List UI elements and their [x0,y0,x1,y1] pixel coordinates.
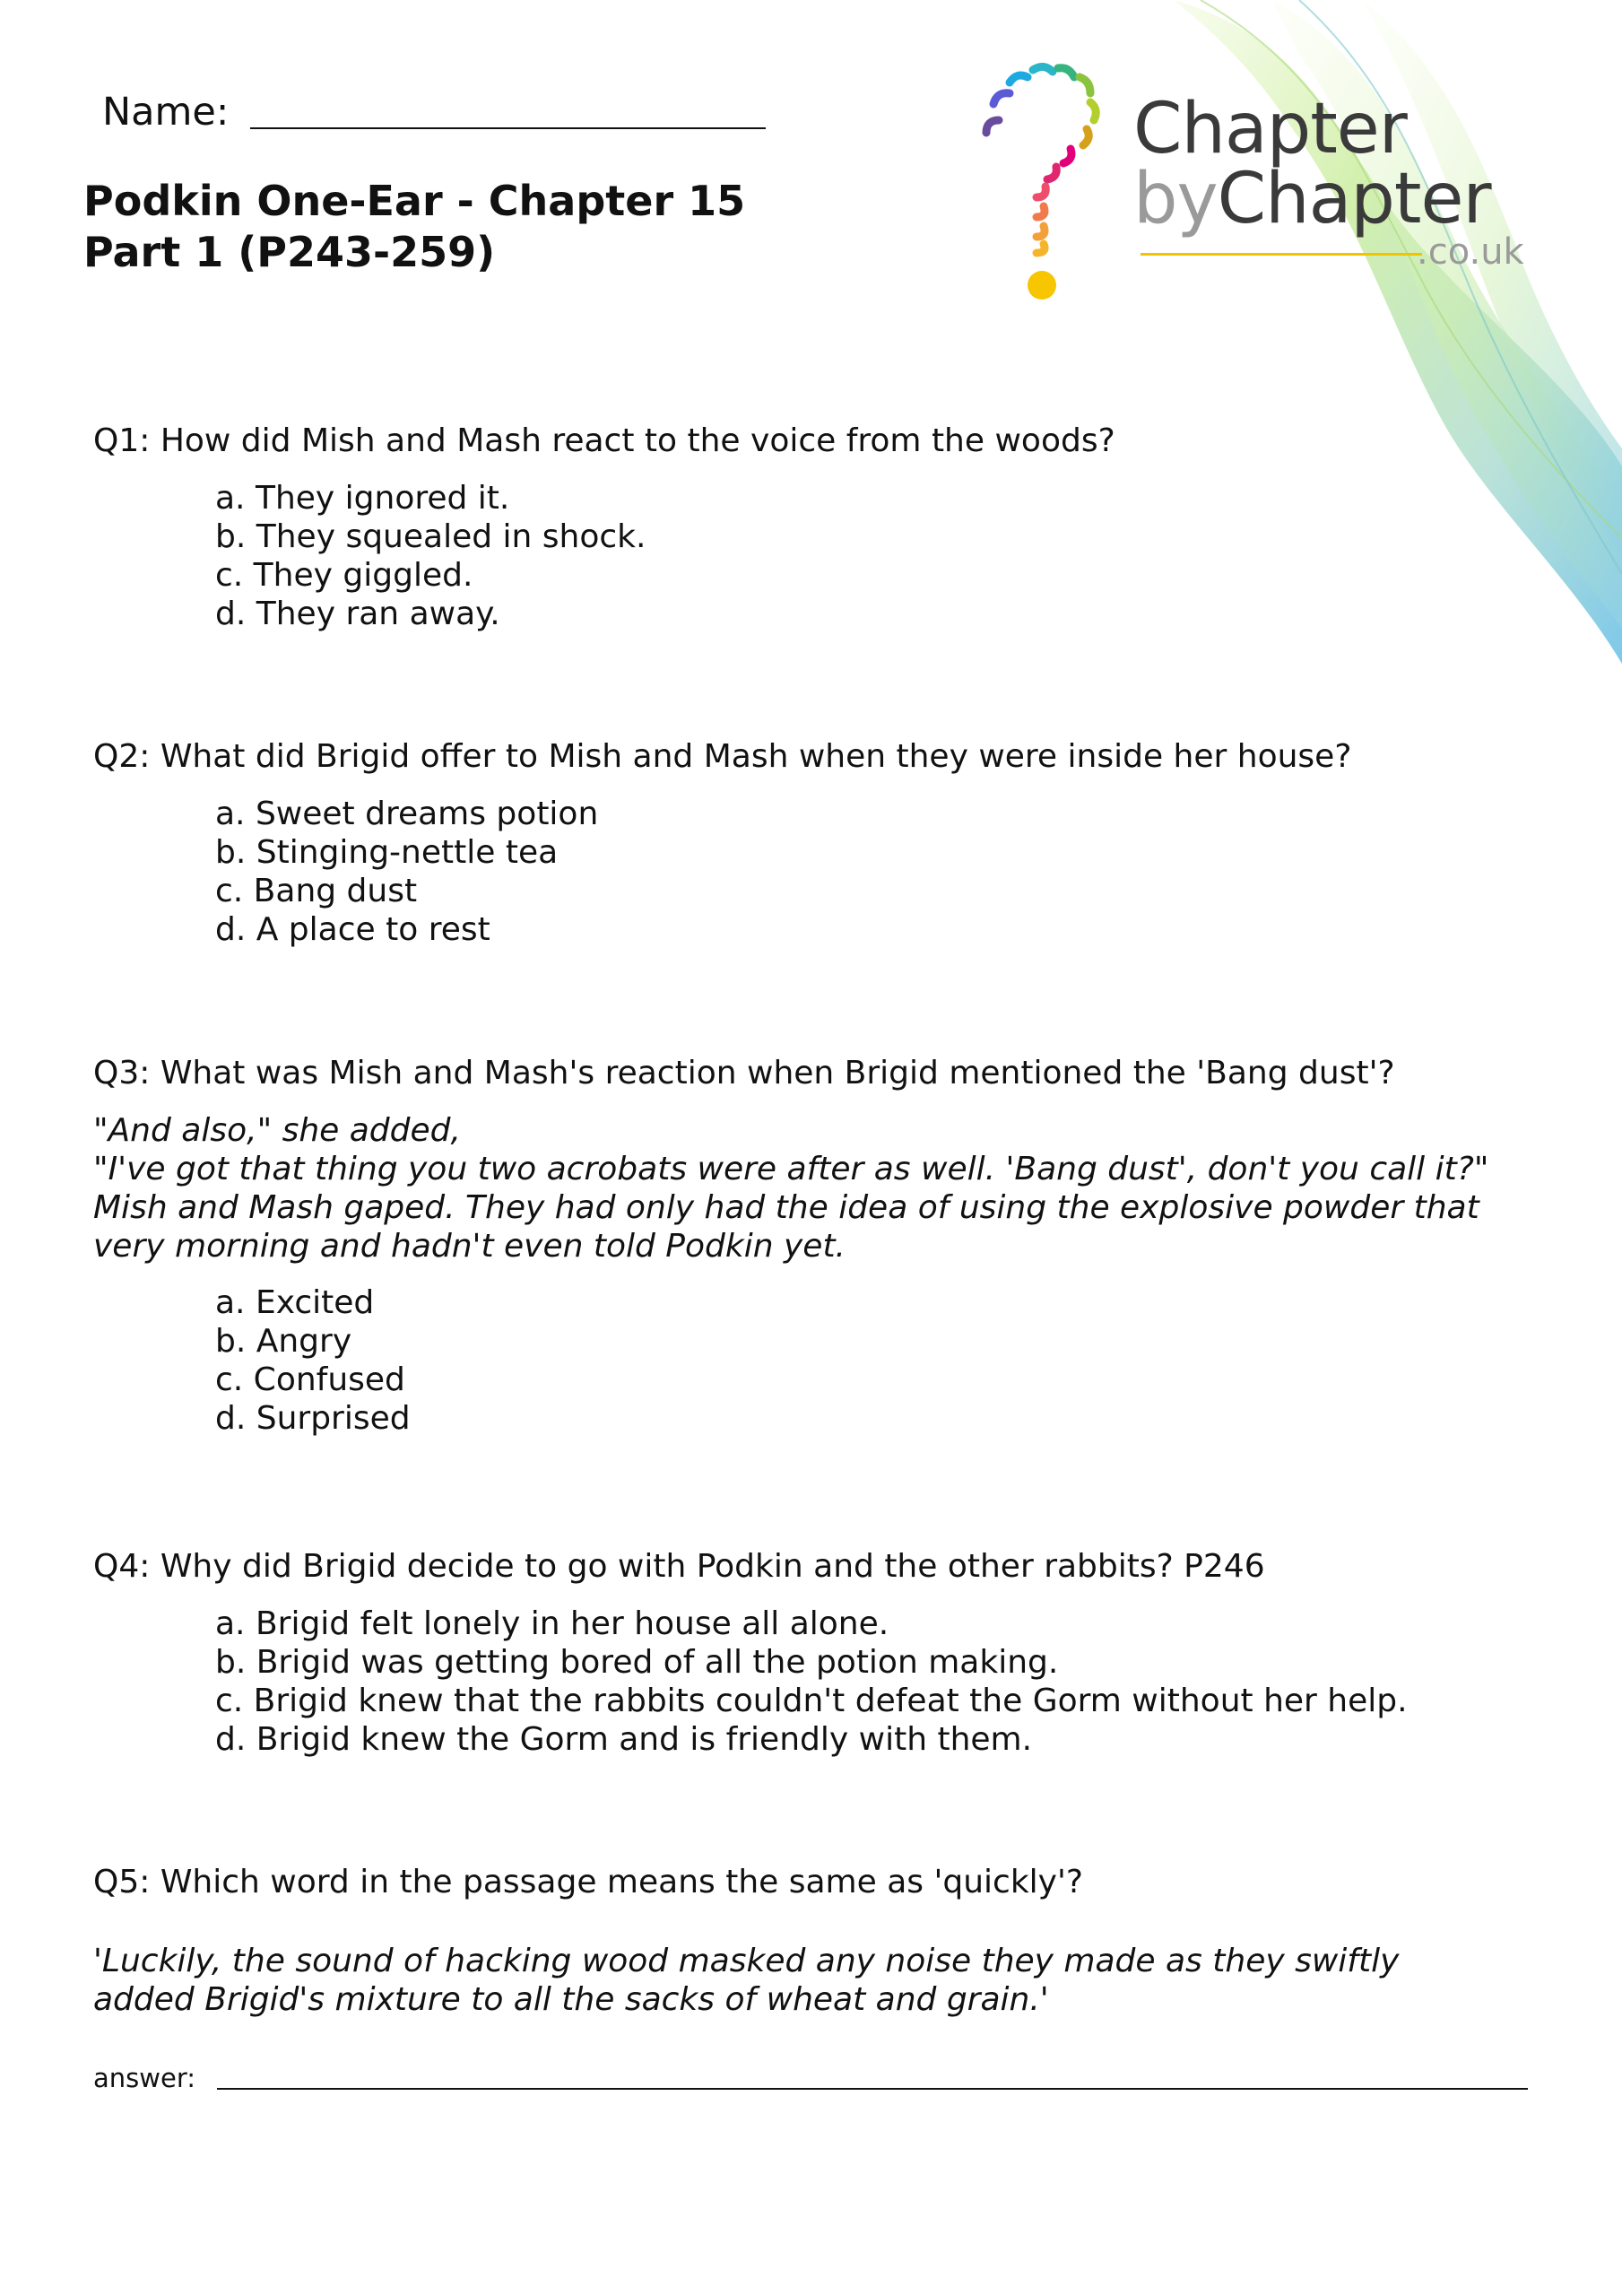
options-list [215,1283,1546,1438]
option-d[interactable]: d. A place to rest [215,911,490,948]
option-b[interactable]: b. Angry [215,1323,352,1360]
logo-word-chapter: Chapter [1133,89,1407,170]
option-c[interactable]: c. Brigid knew that the rabbits couldn't defeat the Gorm without her help. [215,1683,1408,1719]
answer-label: answer: [93,2063,196,2093]
question-4 [93,1547,1546,1759]
question-5 [93,1863,1546,2019]
question-text: Q3: What was Mish and Mash's reaction when Brigid mentioned the 'Bang dust'? [93,1055,1395,1091]
options-list [215,795,1546,949]
question-1 [93,422,1546,633]
answer-field-line[interactable] [217,2088,1528,2090]
question-passage: 'Luckily, the sound of hacking wood masked any noise they made as they swiftly added Brigid's mixture to all the sacks of wheat and grain.' [93,1943,1400,2018]
option-c[interactable]: c. They giggled. [215,557,473,594]
name-row [102,90,766,135]
option-a[interactable]: a. They ignored it. [215,480,510,517]
option-a[interactable]: a. Excited [215,1284,375,1321]
logo-word-by-chapter [1133,159,1491,239]
option-d[interactable]: d. Brigid knew the Gorm and is friendly with them. [215,1721,1033,1758]
logo-divider [1141,253,1422,256]
option-b[interactable]: b. Stinging-nettle tea [215,834,559,871]
document-title: Podkin One-Ear - Chapter 15 Part 1 (P243-259) [83,177,746,276]
option-b[interactable]: b. Brigid was getting bored of all the potion making. [215,1644,1059,1681]
question-text: Q1: How did Mish and Mash react to the voice from the woods? [93,422,1115,459]
question-mark-books-icon [968,52,1130,312]
option-a[interactable]: a. Sweet dreams potion [215,796,599,832]
name-label: Name: [102,90,230,135]
question-text: Q5: Which word in the passage means the same as 'quickly'? [93,1864,1083,1900]
chapter-by-chapter-logo [968,52,1542,321]
answer-row [93,2063,1528,2093]
option-b[interactable]: b. They squealed in shock. [215,518,646,555]
options-list [215,1605,1546,1759]
option-c[interactable]: c. Bang dust [215,873,418,909]
options-list [215,479,1546,633]
question-2 [93,737,1546,949]
question-3 [93,1054,1546,1438]
question-text: Q4: Why did Brigid decide to go with Podkin and the other rabbits? P246 [93,1548,1265,1585]
logo-word-by: by [1133,159,1218,239]
question-text: Q2: What did Brigid offer to Mish and Mash when they were inside her house? [93,738,1352,775]
option-a[interactable]: a. Brigid felt lonely in her house all alone. [215,1605,889,1642]
logo-domain: .co.uk [1417,231,1524,273]
option-c[interactable]: c. Confused [215,1361,405,1398]
name-field-line[interactable] [250,127,766,129]
option-d[interactable]: d. Surprised [215,1400,411,1437]
question-passage: "And also," she added, "I've got that thing you two acrobats were after as well. 'Bang dust', don't you call it?" Mish and Mash gaped. They had only had the idea of using the explosive powder that very morning and hadn't even told Podkin yet. [93,1112,1489,1265]
logo-word-chapter-2: Chapter [1217,159,1491,239]
option-d[interactable]: d. They ran away. [215,596,500,632]
